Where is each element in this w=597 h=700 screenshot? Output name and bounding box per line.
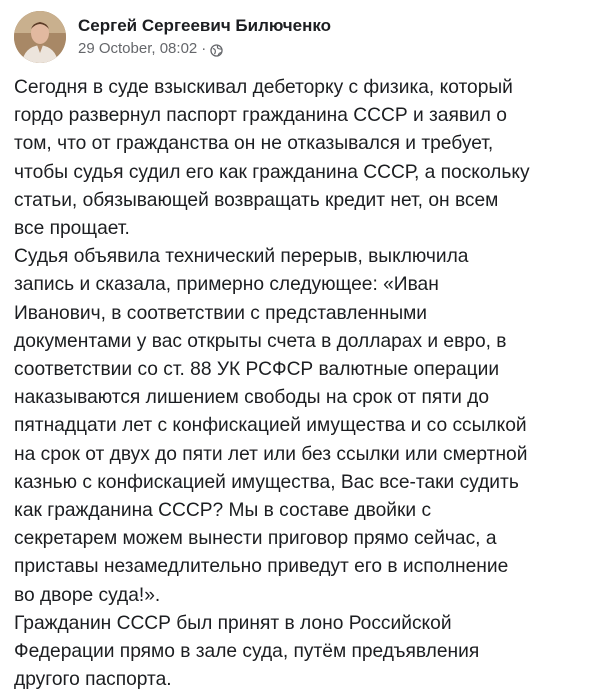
post-header-text [78,15,331,59]
author-name[interactable]: Сергей Сергеевич Билюченко [78,16,332,35]
post-paragraph-2: Судья объявила технический перерыв, выключила запись и сказала, примерно следующее: «Иван Иванович, в соответствии с представленными документами у вас открыты счета в долларах и евро, в соответствии со ст. 88 УК РСФСР валютные операции наказываются лишением свободы на срок от пяти до пятнадцати лет с конфискацией имущества и со ссылкой на срок от двух до пяти лет или без ссылки или смертной казнью с конфискацией имущества, Вас все-таки судить как гражданина СССР? Мы в составе двойки с секретарем можем вынести приговор прямо сейчас, а приставы незамедлительно приведут его в исполнение во дворе суда!». [14,246,528,606]
post-paragraph-3: Гражданин СССР был принят в лоно Российской Федерации прямо в зале суда, путём предъявления другого паспорта. [14,612,480,691]
post-header [14,0,583,72]
post-timestamp[interactable]: 29 October, 08:02 [78,40,198,57]
globe-icon[interactable] [210,43,223,56]
post-body [14,74,583,694]
post-meta [78,39,331,59]
post-paragraph-1: Сегодня в суде взыскивал дебеторку с физика, который гордо развернул паспорт гражданина СССР и заявил о том, что от гражданства он не отказывался и требует, чтобы судья судил его как гражданина СССР, а поскольку статьи, обязывающей возвращать кредит нет, он всем все прощает. [14,77,530,240]
meta-separator: · [201,40,207,57]
author-avatar[interactable] [14,11,66,63]
profile-photo-icon [14,11,66,63]
globe-icon-svg [210,44,223,57]
